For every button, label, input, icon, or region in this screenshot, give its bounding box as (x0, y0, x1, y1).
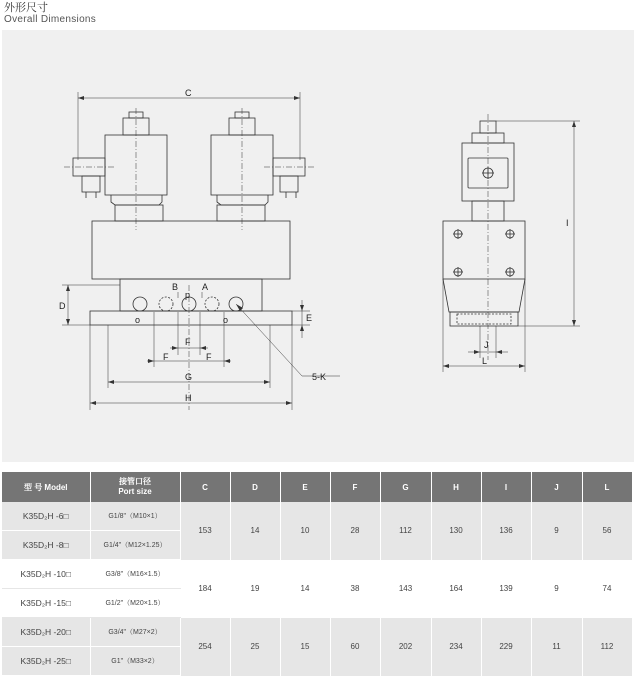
label-c: C (185, 88, 192, 98)
value-cell: 143 (380, 560, 431, 618)
port-cell: G1/2"（M20×1.5） (90, 589, 180, 618)
value-cell: 202 (380, 618, 431, 676)
model-cell: K35D₂H -25□ (2, 647, 90, 676)
value-cell: 9 (531, 560, 582, 618)
label-5k: 5-K (312, 372, 327, 382)
value-cell: 11 (531, 618, 582, 676)
label-a: A (202, 282, 209, 292)
header-model: 型 号 Model (2, 472, 90, 502)
value-cell: 254 (180, 618, 230, 676)
value-cell: 112 (380, 502, 431, 560)
header-dim: I (481, 472, 531, 502)
value-cell: 15 (280, 618, 330, 676)
model-cell: K35D₂H -8□ (2, 531, 90, 560)
port-cell: G3/8"（M16×1.5） (90, 560, 180, 589)
value-cell: 38 (330, 560, 380, 618)
value-cell: 112 (582, 618, 632, 676)
port-cell: G1/8"（M10×1） (90, 502, 180, 531)
port-cell: G1/4"（M12×1.25） (90, 531, 180, 560)
label-d: D (59, 301, 66, 311)
port-cell: G1"（M33×2） (90, 647, 180, 676)
model-cell: K35D₂H -20□ (2, 618, 90, 647)
header-port-size (90, 472, 180, 502)
header-dim: C (180, 472, 230, 502)
specification-table (2, 472, 633, 676)
value-cell: 56 (582, 502, 632, 560)
header-dim: J (531, 472, 582, 502)
technical-drawing-svg (2, 30, 634, 462)
dimension-drawing (2, 30, 634, 462)
side-view-body (443, 221, 525, 279)
value-cell: 14 (280, 560, 330, 618)
header-port-en: Port size (118, 487, 152, 496)
section-heading (4, 2, 96, 26)
value-cell: 234 (431, 618, 481, 676)
value-cell: 9 (531, 502, 582, 560)
label-o-right: o (223, 315, 229, 325)
label-i: I (566, 218, 569, 228)
header-dim: G (380, 472, 431, 502)
header-dim: L (582, 472, 632, 502)
value-cell: 25 (230, 618, 280, 676)
model-cell: K35D₂H -15□ (2, 589, 90, 618)
value-cell: 153 (180, 502, 230, 560)
label-l: L (482, 356, 488, 366)
port-cell: G3/4"（M27×2） (90, 618, 180, 647)
label-f-left: F (163, 352, 169, 362)
model-cell: K35D₂H -6□ (2, 502, 90, 531)
value-cell: 28 (330, 502, 380, 560)
value-cell: 60 (330, 618, 380, 676)
value-cell: 139 (481, 560, 531, 618)
value-cell: 164 (431, 560, 481, 618)
label-h: H (185, 393, 192, 403)
table-row (2, 502, 632, 531)
label-e: E (306, 313, 313, 323)
label-o-left: o (135, 315, 141, 325)
label-f-inner: F (185, 337, 191, 347)
value-cell: 130 (431, 502, 481, 560)
label-g: G (185, 372, 193, 382)
header-dim: D (230, 472, 280, 502)
value-cell: 19 (230, 560, 280, 618)
header-port-cn: 接管口径 (119, 477, 151, 486)
label-b: B (172, 282, 179, 292)
heading-english: Overall Dimensions (4, 14, 97, 25)
value-cell: 136 (481, 502, 531, 560)
value-cell: 229 (481, 618, 531, 676)
header-dim: H (431, 472, 481, 502)
label-j: J (484, 340, 489, 350)
value-cell: 184 (180, 560, 230, 618)
value-cell: 10 (280, 502, 330, 560)
header-dim: F (330, 472, 380, 502)
header-dim: E (280, 472, 330, 502)
model-cell: K35D₂H -10□ (2, 560, 90, 589)
table-header-row (2, 472, 632, 502)
label-f-right: F (206, 352, 212, 362)
table-row (2, 560, 632, 589)
table-row (2, 618, 632, 647)
value-cell: 14 (230, 502, 280, 560)
value-cell: 74 (582, 560, 632, 618)
label-p: p (185, 290, 191, 300)
valve-body (92, 221, 290, 279)
heading-chinese: 外形尺寸 (4, 1, 48, 14)
